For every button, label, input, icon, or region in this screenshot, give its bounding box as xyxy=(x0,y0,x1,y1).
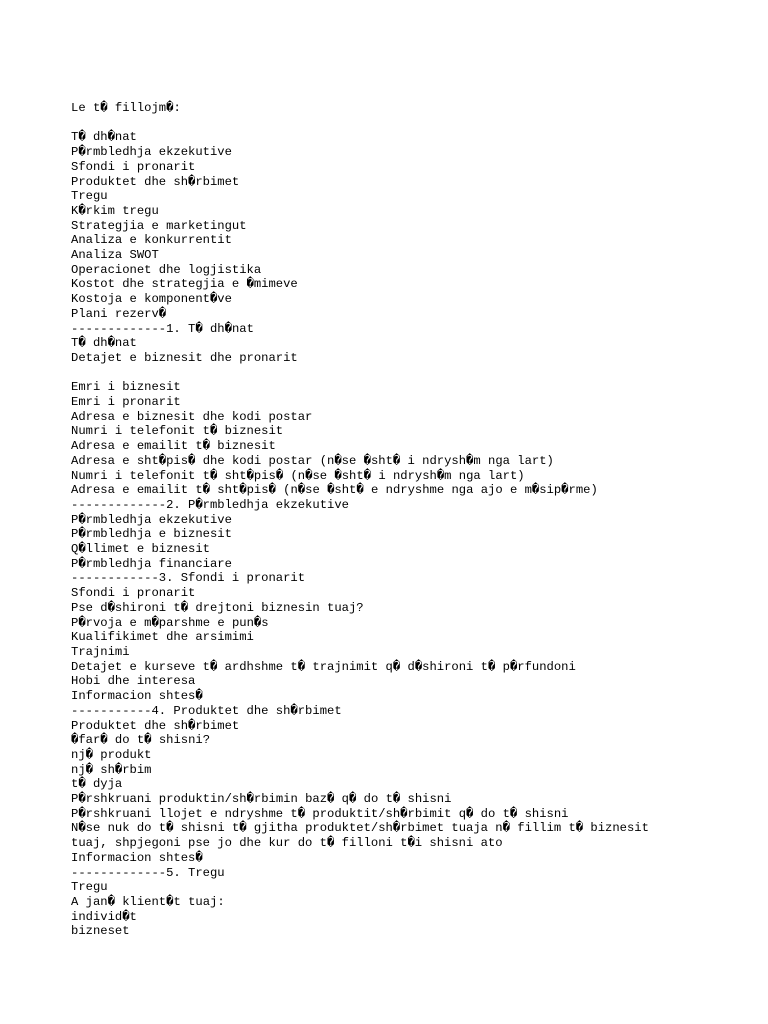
document-line: Emri i biznesit xyxy=(71,380,181,395)
document-line: Numri i telefonit t� biznesit xyxy=(71,424,284,439)
document-line: Produktet dhe sh�rbimet xyxy=(71,718,240,733)
document-line: Q�llimet e biznesit xyxy=(71,542,210,557)
document-line: -----------4. Produktet dhe sh�rbimet xyxy=(71,703,342,718)
document-line: Analiza SWOT xyxy=(71,248,159,263)
document-line xyxy=(71,116,761,131)
document-line: Kualifikimet dhe arsimimi xyxy=(71,630,254,645)
plain-text-document xyxy=(71,101,761,939)
document-line: Sfondi i pronarit xyxy=(71,586,196,601)
document-line: -------------2. P�rmbledhja ekzekutive xyxy=(71,497,349,512)
document-line: P�rshkruani llojet e ndryshme t� produktit/sh�rbimit q� do t� shisni xyxy=(71,806,569,821)
document-line: N�se nuk do t� shisni t� gjitha produktet/sh�rbimet tuaja n� fillim t� biznesit xyxy=(71,821,649,836)
document-line: Detajet e kurseve t� ardhshme t� trajnimit q� d�shironi t� p�rfundoni xyxy=(71,659,576,674)
document-line: Operacionet dhe logjistika xyxy=(71,262,262,277)
document-line: bizneset xyxy=(71,924,130,939)
document-line: Plani rezerv� xyxy=(71,306,167,321)
document-line: Tregu xyxy=(71,189,108,204)
document-line: Detajet e biznesit dhe pronarit xyxy=(71,350,298,365)
document-line: -------------5. Tregu xyxy=(71,865,225,880)
document-line: Kostot dhe strategjia e �mimeve xyxy=(71,277,298,292)
document-line: T� dh�nat xyxy=(71,336,137,351)
document-line: P�rmbledhja ekzekutive xyxy=(71,512,232,527)
document-line: Adresa e emailit t� sht�pis� (n�se �sht� e ndryshme nga ajo e m�sip�rme) xyxy=(71,483,598,498)
document-line: Kostoja e komponent�ve xyxy=(71,292,232,307)
document-line: Tregu xyxy=(71,880,108,895)
document-line: T� dh�nat xyxy=(71,130,137,145)
document-line: Adresa e sht�pis� dhe kodi postar (n�se �sht� i ndrysh�m nga lart) xyxy=(71,453,554,468)
document-line: P�rmbledhja e biznesit xyxy=(71,527,232,542)
document-line: K�rkim tregu xyxy=(71,203,159,218)
document-line: individ�t xyxy=(71,909,137,924)
document-line: Strategjia e marketingut xyxy=(71,218,247,233)
document-line: Informacion shtes� xyxy=(71,689,203,704)
document-line: Le t� fillojm�: xyxy=(71,101,181,115)
document-line: Numri i telefonit t� sht�pis� (n�se �sht� i ndrysh�m nga lart) xyxy=(71,468,525,483)
document-line: P�rshkruani produktin/sh�rbimin baz� q� do t� shisni xyxy=(71,792,452,807)
document-line: P�rvoja e m�parshme e pun�s xyxy=(71,615,269,630)
document-line: A jan� klient�t tuaj: xyxy=(71,894,225,909)
document-line: Informacion shtes� xyxy=(71,850,203,865)
document-line: nj� sh�rbim xyxy=(71,762,152,777)
document-line: Sfondi i pronarit xyxy=(71,159,196,174)
document-line: P�rmbledhja ekzekutive xyxy=(71,145,232,160)
document-line: Adresa e emailit t� biznesit xyxy=(71,439,276,454)
document-line: Pse d�shironi t� drejtoni biznesin tuaj? xyxy=(71,600,364,615)
document-line: tuaj, shpjegoni pse jo dhe kur do t� filloni t�i shisni ato xyxy=(71,836,503,851)
document-line: ------------3. Sfondi i pronarit xyxy=(71,571,306,586)
document-line: Trajnimi xyxy=(71,644,130,659)
document-line: Adresa e biznesit dhe kodi postar xyxy=(71,409,313,424)
document-line: t� dyja xyxy=(71,777,123,792)
document-line: -------------1. T� dh�nat xyxy=(71,321,254,336)
document-line xyxy=(71,366,761,381)
document-line: nj� produkt xyxy=(71,747,152,762)
document-line: Produktet dhe sh�rbimet xyxy=(71,174,240,189)
document-line: P�rmbledhja financiare xyxy=(71,556,232,571)
document-line: Emri i pronarit xyxy=(71,395,181,410)
document-line: Analiza e konkurrentit xyxy=(71,233,232,248)
document-line: �far� do t� shisni? xyxy=(71,733,211,748)
document-line: Hobi dhe interesa xyxy=(71,674,196,689)
